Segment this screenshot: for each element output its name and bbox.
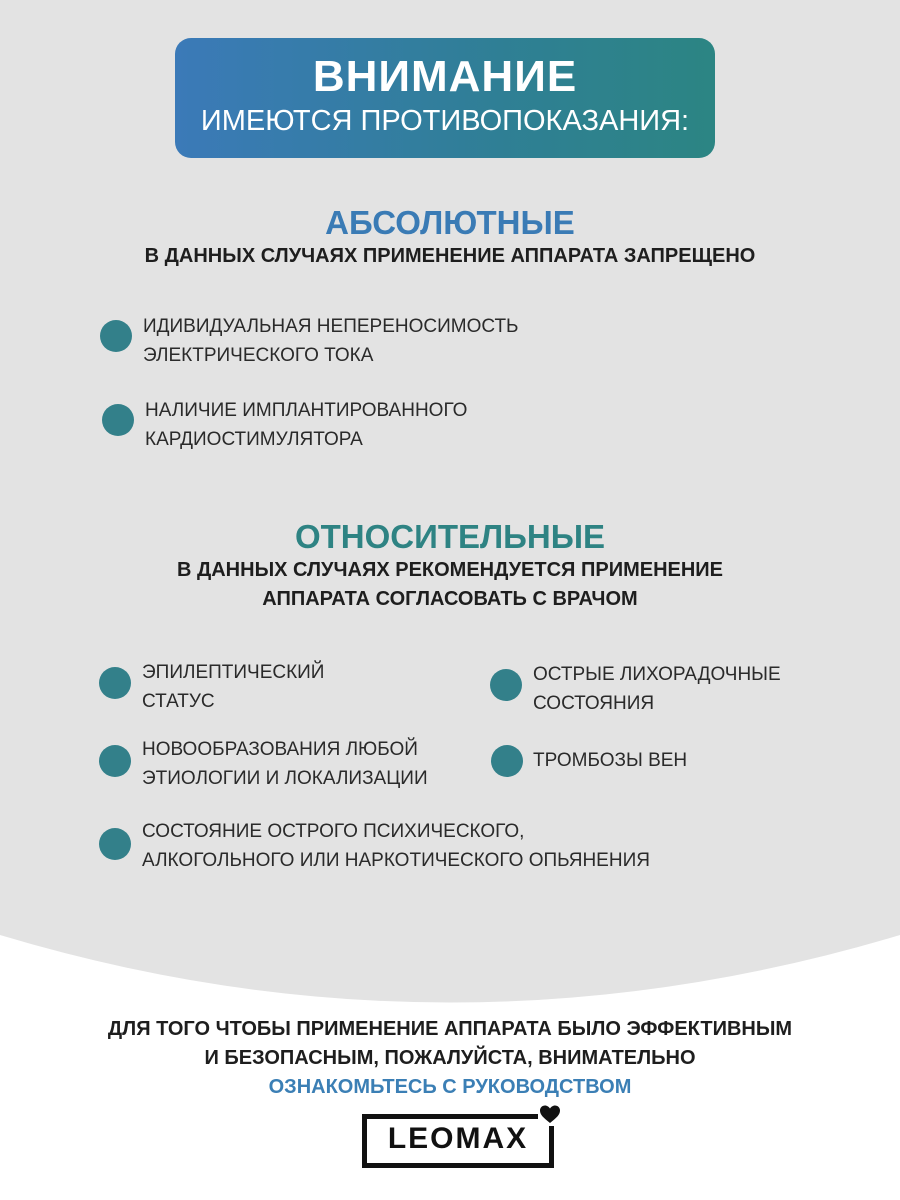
item-line: СТАТУС bbox=[142, 691, 215, 712]
item-line: СОСТОЯНИЯ bbox=[533, 693, 655, 714]
item-line: ТРОМБОЗЫ ВЕН bbox=[533, 750, 688, 771]
relative-section-subtitle-line2: АППАРАТА СОГЛАСОВАТЬ С ВРАЧОМ bbox=[262, 588, 638, 610]
item-line: СОСТОЯНИЕ ОСТРОГО ПСИХИЧЕСКОГО, bbox=[142, 821, 525, 842]
item-line: ОСТРЫЕ ЛИХОРАДОЧНЫЕ bbox=[533, 664, 781, 685]
circle-bullet-icon bbox=[490, 669, 522, 701]
item-line: КАРДИОСТИМУЛЯТОРА bbox=[145, 429, 363, 450]
item-line: ЭТИОЛОГИИ И ЛОКАЛИЗАЦИИ bbox=[142, 768, 428, 789]
circle-bullet-icon bbox=[99, 667, 131, 699]
item-line: ЭЛЕКТРИЧЕСКОГО ТОКА bbox=[143, 345, 374, 366]
item-line: АЛКОГОЛЬНОГО ИЛИ НАРКОТИЧЕСКОГО ОПЬЯНЕНИЯ bbox=[142, 850, 650, 871]
circle-bullet-icon bbox=[99, 828, 131, 860]
item-line: НАЛИЧИЕ ИМПЛАНТИРОВАННОГО bbox=[145, 400, 468, 421]
footer-line-1: ДЛЯ ТОГО ЧТОБЫ ПРИМЕНЕНИЕ АППАРАТА БЫЛО ЭФФЕКТИВНЫМ bbox=[107, 1018, 793, 1040]
circle-bullet-icon bbox=[102, 404, 134, 436]
absolute-section-title: АБСОЛЮТНЫЕ bbox=[325, 204, 575, 241]
logo-text: LEOMAX bbox=[387, 1122, 529, 1155]
footer-manual-link: ОЗНАКОМЬТЕСЬ С РУКОВОДСТВОМ bbox=[268, 1076, 632, 1098]
relative-section-title: ОТНОСИТЕЛЬНЫЕ bbox=[294, 518, 606, 555]
circle-bullet-icon bbox=[491, 745, 523, 777]
circle-bullet-icon bbox=[100, 320, 132, 352]
relative-section-subtitle-line1: В ДАННЫХ СЛУЧАЯХ РЕКОМЕНДУЕТСЯ ПРИМЕНЕНИЕ bbox=[176, 559, 724, 581]
circle-bullet-icon bbox=[99, 745, 131, 777]
footer-line-2: И БЕЗОПАСНЫМ, ПОЖАЛУЙСТА, ВНИМАТЕЛЬНО bbox=[204, 1047, 696, 1069]
leomax-logo bbox=[362, 1114, 554, 1168]
banner-subtitle: ИМЕЮТСЯ ПРОТИВОПОКАЗАНИЯ: bbox=[200, 105, 690, 137]
banner-title: ВНИМАНИЕ bbox=[312, 52, 578, 101]
warning-banner bbox=[175, 38, 715, 158]
item-line: ИДИВИДУАЛЬНАЯ НЕПЕРЕНОСИМОСТЬ bbox=[143, 316, 519, 337]
item-line: НОВООБРАЗОВАНИЯ ЛЮБОЙ bbox=[142, 739, 418, 760]
item-line: ЭПИЛЕПТИЧЕСКИЙ bbox=[142, 662, 325, 683]
absolute-section-subtitle: В ДАННЫХ СЛУЧАЯХ ПРИМЕНЕНИЕ АППАРАТА ЗАПРЕЩЕНО bbox=[144, 245, 756, 267]
heart-icon bbox=[538, 1102, 562, 1126]
